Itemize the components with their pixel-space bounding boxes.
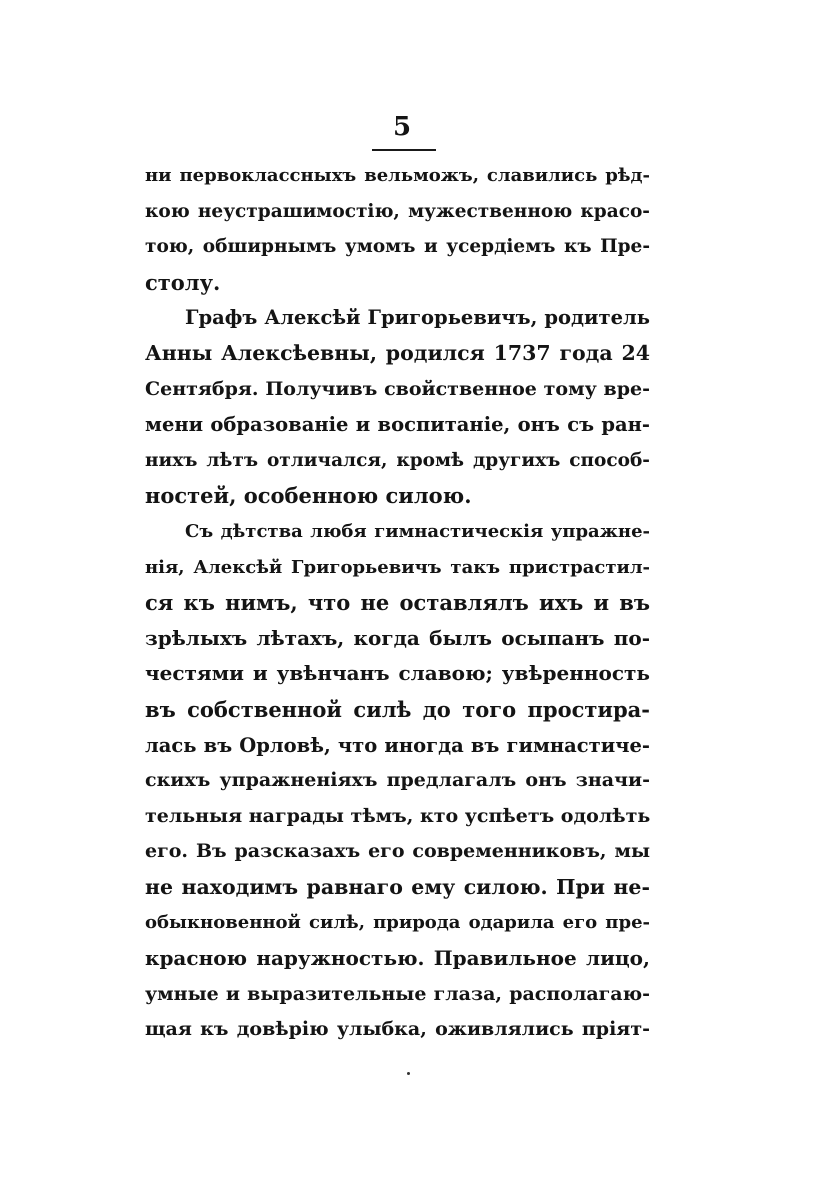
text-line: мени образованіе и воспитаніе, онъ съ ран- bbox=[145, 413, 650, 437]
text-line: нихъ лѣтъ отличался, кромѣ другихъ способ- bbox=[145, 449, 650, 471]
text-line: нія, Алексѣй Григорьевичъ такъ пристрастил- bbox=[145, 556, 650, 578]
text-line: щая къ довѣрію улыбка, оживлялись пріят- bbox=[145, 1018, 650, 1041]
paragraph-3 bbox=[145, 514, 650, 1048]
text-line: тою, обширнымъ умомъ и усердіемъ къ Пре- bbox=[145, 236, 650, 258]
text-line: ностей, особенною силою. bbox=[145, 483, 472, 509]
text-line: столу. bbox=[145, 269, 221, 295]
text-line: умные и выразительные глаза, располагаю- bbox=[145, 982, 650, 1005]
text-line: ся къ нимъ, что не оставлялъ ихъ и въ bbox=[145, 590, 650, 616]
text-line: въ собственной силѣ до того простира- bbox=[145, 696, 650, 722]
body-text bbox=[145, 158, 650, 1048]
text-line: кою неустрашимостію, мужественною красо- bbox=[145, 200, 650, 222]
page-number: 5 bbox=[392, 112, 412, 142]
text-line: красною наружностью. Правильное лицо, bbox=[145, 946, 650, 971]
text-line: обыкновенной силѣ, природа одарила его пре- bbox=[145, 912, 650, 934]
text-line: честями и увѣнчанъ славою; увѣренность bbox=[145, 661, 650, 686]
text-line: Сентября. Получивъ свойственное тому вре- bbox=[145, 377, 650, 400]
text-line: ни первоклассныхъ вельможъ, славились рѣд- bbox=[145, 165, 650, 186]
text-line: Анны Алексѣевны, родился 1737 года 24 bbox=[145, 340, 650, 365]
text-line: его. Въ разсказахъ его современниковъ, мы bbox=[145, 840, 650, 863]
text-line: Графъ Алексѣй Григорьевичъ, родитель bbox=[185, 306, 650, 330]
text-line: Съ дѣтства любя гимнастическія упражне- bbox=[185, 520, 650, 542]
text-line: тельныя награды тѣмъ, кто успѣетъ одолѣть bbox=[145, 804, 650, 827]
text-line: скихъ упражненіяхъ предлагалъ онъ значи- bbox=[145, 769, 650, 792]
text-line: лась въ Орловѣ, что иногда въ гимнастиче- bbox=[145, 733, 650, 757]
text-line: не находимъ равнаго ему силою. При не- bbox=[145, 874, 650, 899]
text-line: зрѣлыхъ лѣтахъ, когда былъ осыпанъ по- bbox=[145, 625, 650, 650]
page-number-rule bbox=[372, 149, 436, 151]
print-speck bbox=[407, 1072, 410, 1075]
paragraph-2 bbox=[145, 300, 650, 514]
paragraph-1 bbox=[145, 158, 650, 300]
